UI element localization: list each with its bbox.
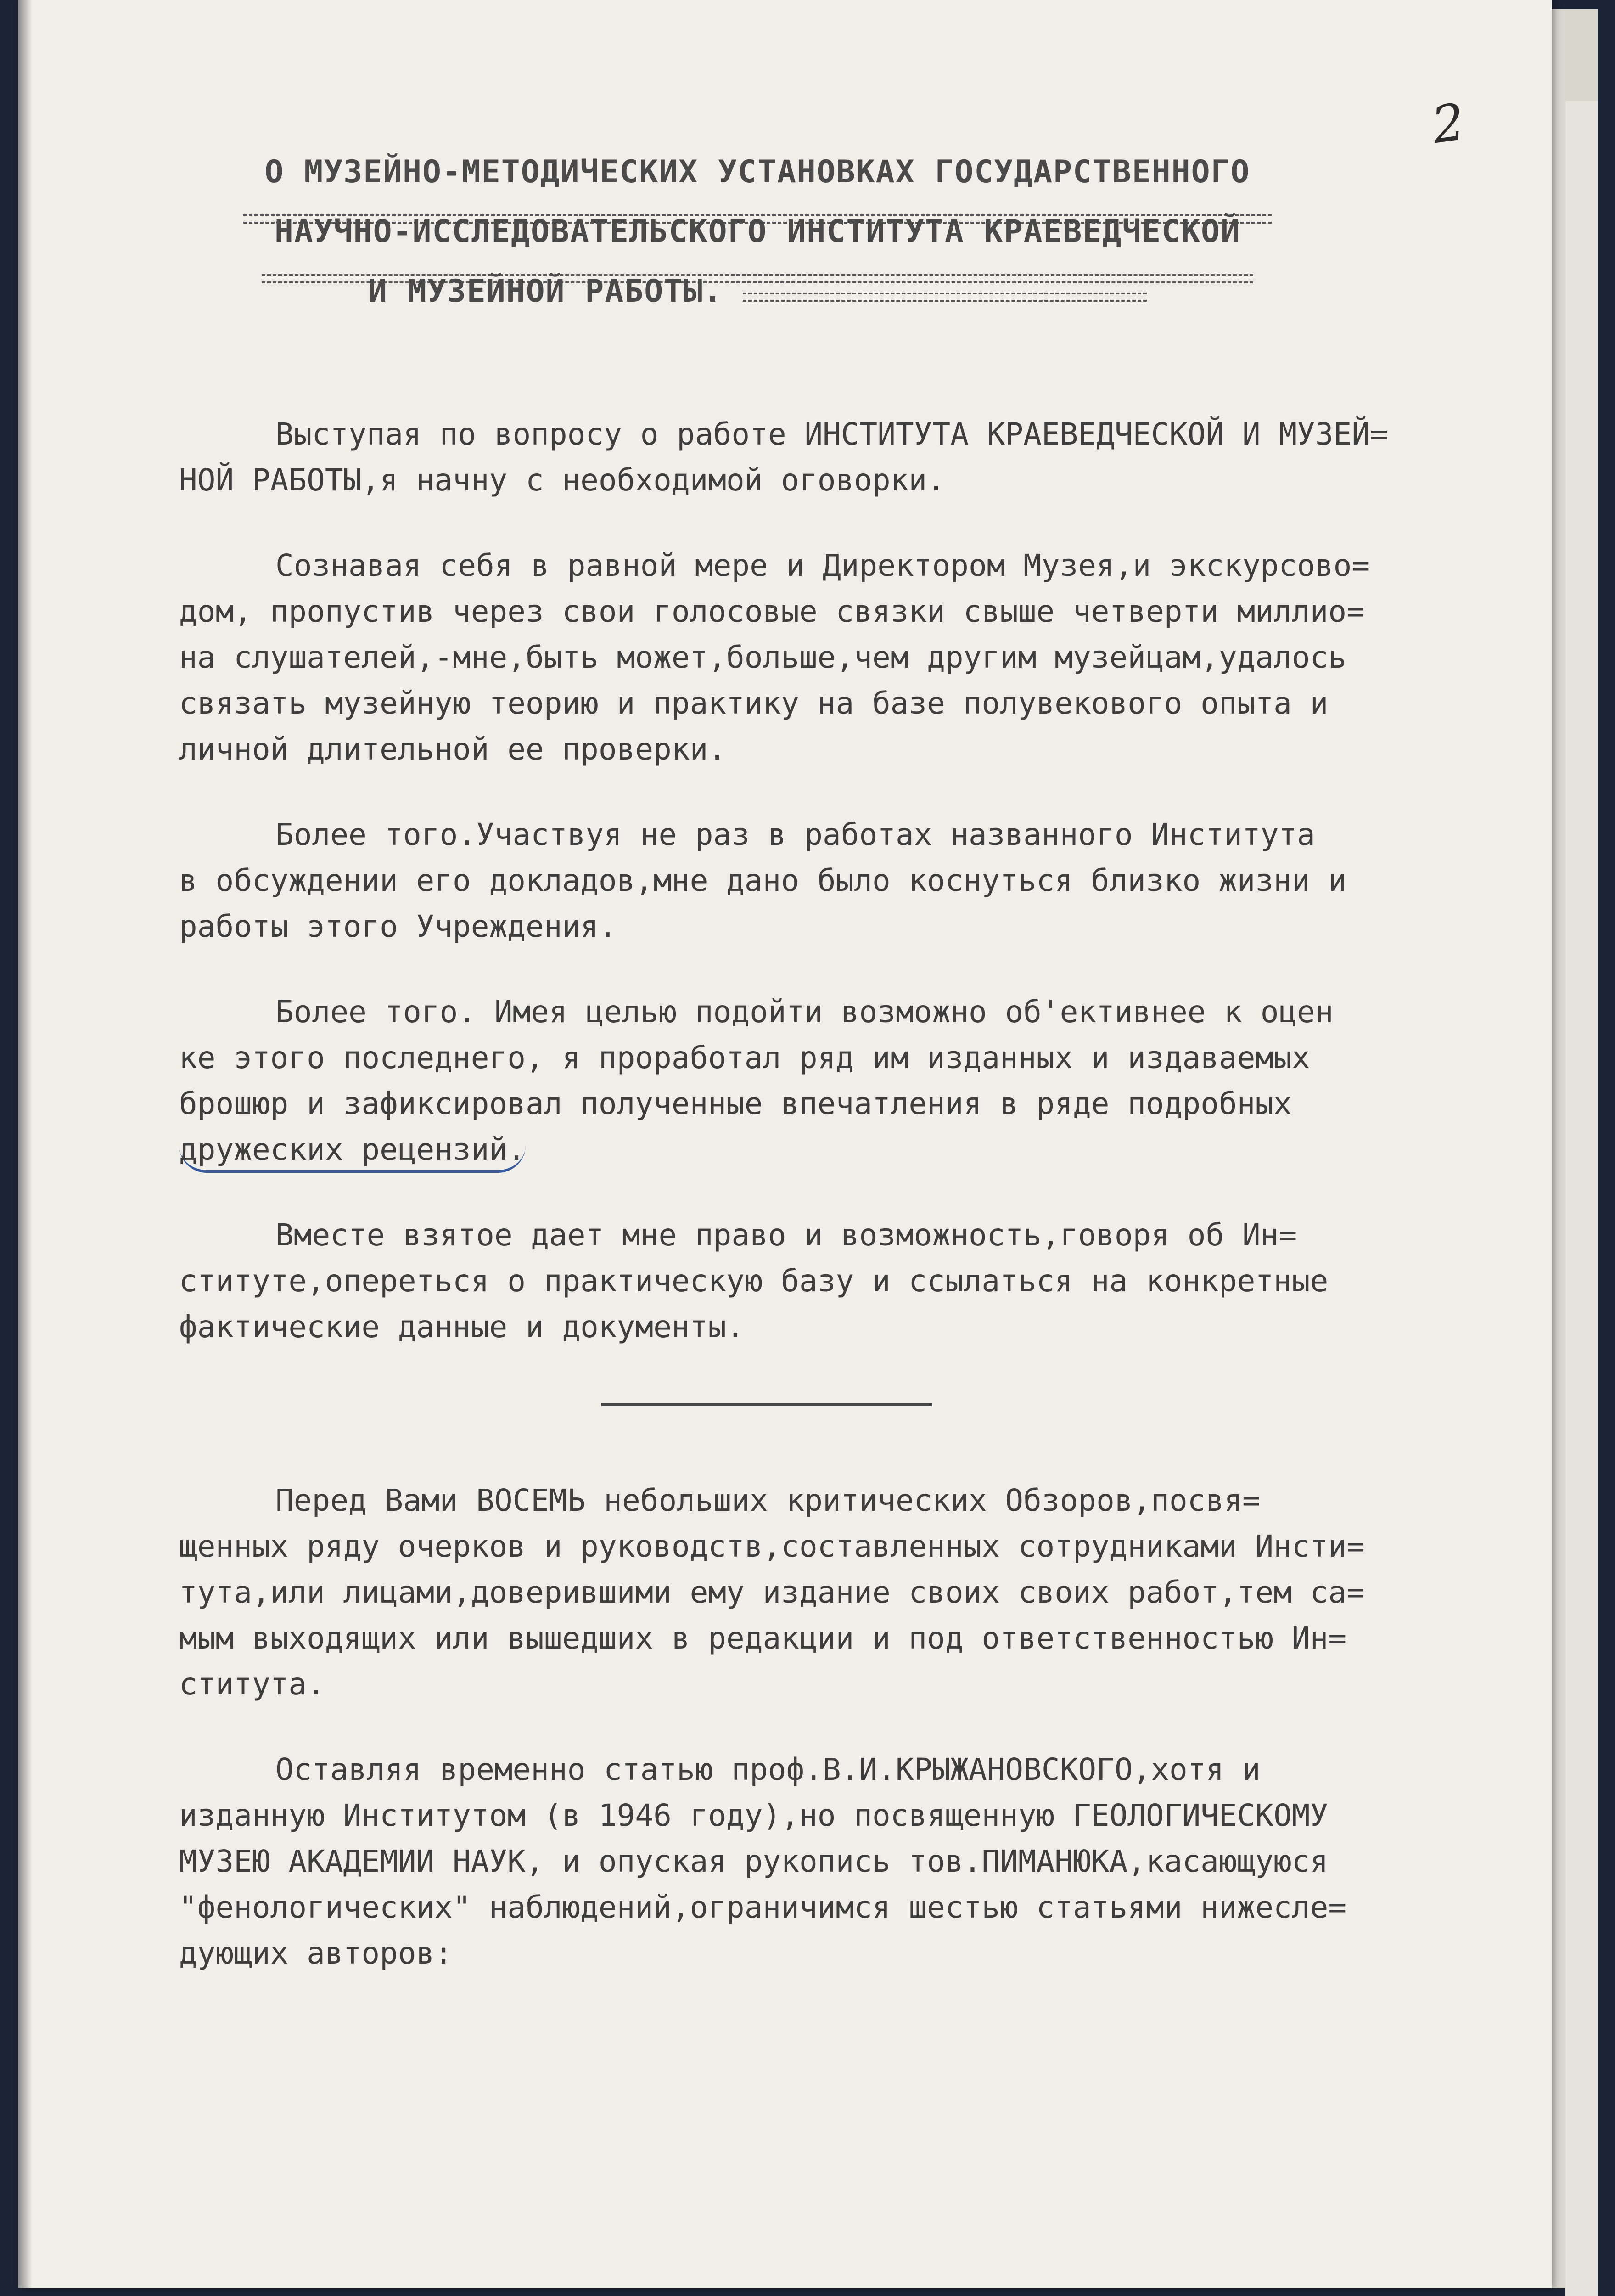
text-line: Более того. Имея целью подойти возможно об'ективнее к оцен: [275, 994, 1334, 1030]
text-line: изданную Институтом (в 1946 году),но посвященную ГЕОЛОГИЧЕСКОМУ: [179, 1798, 1329, 1833]
text-line: ститута.: [179, 1666, 325, 1702]
text-line: "фенологических" наблюдений,ограничимся шестью статьями нижесле=: [179, 1890, 1347, 1925]
paragraph-6: [179, 1480, 1501, 1705]
paragraph-1: [179, 413, 1501, 501]
text-line: на слушателей,-мне,быть может,больше,чем другим музейцам,удалось: [179, 640, 1347, 675]
text-line: дующих авторов:: [179, 1936, 453, 1971]
section-separator: [601, 1403, 932, 1406]
text-line: в обсуждении его докладов,мне дано было коснуться близко жизни и: [179, 863, 1347, 898]
paragraph-4: [179, 991, 1501, 1171]
text-line: Сознавая себя в равной мере и Директором Музея,и экскурсово=: [275, 548, 1370, 583]
title-line-2: [161, 211, 1354, 271]
paragraph-2: [179, 545, 1501, 771]
text-line: дом, пропустив через свои голосовые связки свыше четверти миллио=: [179, 594, 1365, 629]
text-line: Выступая по вопросу о работе ИНСТИТУТА КРАЕВЕДЧЕСКОЙ И МУЗЕЙ=: [275, 416, 1388, 452]
page-number: 2: [1428, 92, 1469, 155]
page-binding-shadow: [18, 0, 32, 2288]
title-line-2-text: НАУЧНО-ИССЛЕДОВАТЕЛЬСКОГО ИНСТИТУТА КРАЕВЕДЧЕСКОЙ: [274, 214, 1241, 250]
title-line-3-text: И МУЗЕЙНОЙ РАБОТЫ.: [368, 273, 723, 310]
text-line: НОЙ РАБОТЫ,я начну с необходимой оговорки.: [179, 462, 945, 498]
document-title: [161, 152, 1354, 331]
back-sheet-edge: [1565, 101, 1598, 2296]
document-body: [179, 413, 1501, 1978]
text-line: брошюр и зафиксировал полученные впечатления в ряде подробных: [179, 1086, 1292, 1121]
text-line: работы этого Учреждения.: [179, 909, 617, 944]
text-line: Вместе взятое дает мне право и возможность,говоря об Ин=: [275, 1217, 1297, 1253]
paragraph-3: [179, 814, 1501, 948]
text-line: связать музейную теорию и практику на базе полувекового опыта и: [179, 686, 1329, 721]
title-underline-3: [743, 293, 1147, 302]
text-line: Перед Вами ВОСЕМЬ небольших критических Обзоров,посвя=: [275, 1483, 1261, 1518]
text-line: мым выходящих или вышедших в редакции и под ответственностью Ин=: [179, 1621, 1347, 1656]
text-line: МУЗЕЮ АКАДЕМИИ НАУК, и опуская рукопись тов.ПИМАНЮКА,касающуюся: [179, 1844, 1329, 1879]
text-line: личной длительной ее проверки.: [179, 732, 727, 767]
paragraph-7: [179, 1749, 1501, 1975]
text-line: щенных ряду очерков и руководств,составленных сотрудниками Инсти=: [179, 1529, 1365, 1564]
underlined-text: дружеских рецензий.: [179, 1132, 526, 1173]
text-line: фактические данные и документы.: [179, 1309, 745, 1345]
text-line: Более того.Участвуя не раз в работах названного Института: [275, 817, 1315, 852]
paragraph-5: [179, 1214, 1501, 1348]
text-line: ституте,опереться о практическую базу и ссылаться на конкретные: [179, 1263, 1329, 1299]
text-line: ке этого последнего, я проработал ряд им изданных и издаваемых: [179, 1040, 1310, 1075]
title-line-1: [161, 152, 1354, 211]
document-page: [18, 0, 1552, 2288]
text-line: Оставляя временно статью проф.В.И.КРЫЖАНОВСКОГО,хотя и: [275, 1752, 1261, 1787]
title-line-1-text: О МУЗЕЙНО-МЕТОДИЧЕСКИХ УСТАНОВКАХ ГОСУДАРСТВЕННОГО: [264, 154, 1251, 190]
text-line: тута,или лицами,доверившими ему издание своих своих работ,тем са=: [179, 1575, 1365, 1610]
